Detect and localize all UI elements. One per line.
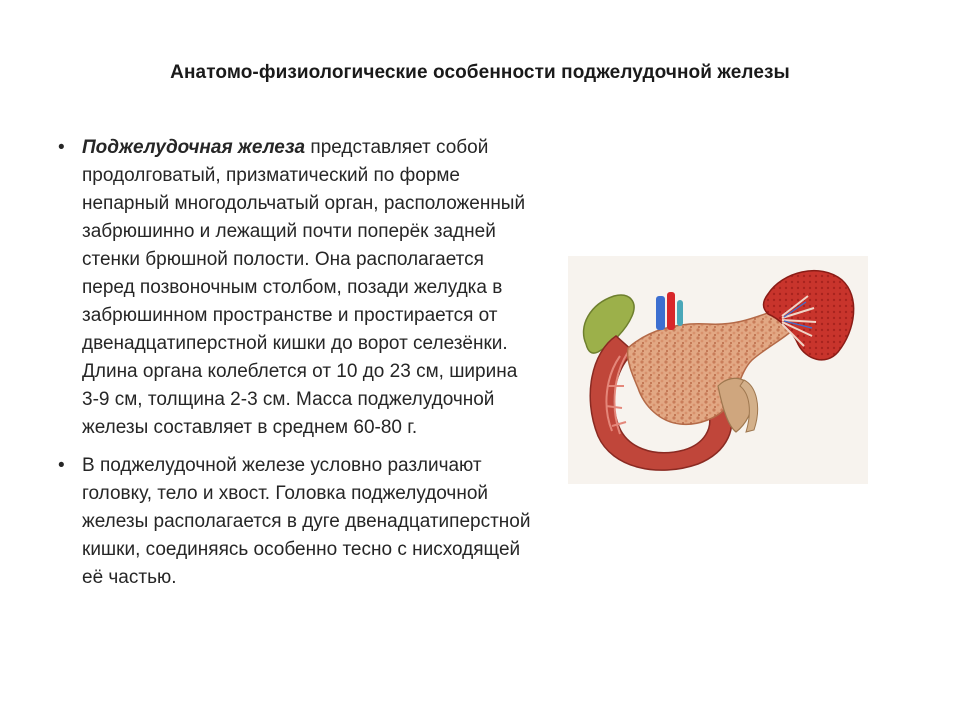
slide-title: Анатомо-физиологические особенности поджелудочной железы xyxy=(170,62,790,83)
vein-teal xyxy=(677,300,683,326)
spleen-shape xyxy=(764,271,854,360)
bullet-text: В поджелудочной железе условно различают головку, тело и хвост. Головка поджелудочной железы располагается в дуге двенадцатиперстной кишки, соединяясь особенно тесно с нисходящей её частью. xyxy=(82,455,531,588)
bullet-term: Поджелудочная железа xyxy=(82,137,306,158)
artery-red xyxy=(667,292,675,330)
pancreas-anatomy-illustration xyxy=(568,256,868,484)
bullet-item-1 xyxy=(58,134,538,442)
bullet-text: представляет собой продолговатый, призматический по форме непарный многодольчатый орган, расположенный забрюшинно и лежащий почти поперёк задней стенки брюшной полости. Она располагается перед позвоночным столбом, позади желудка в забрюшинном пространстве и простирается от двенадцатиперстной кишки до ворот селезёнки. Длина органа колеблется от 10 до 23 см, ширина 3-9 см, толщина 2-3 см. Масса поджелудочной железы составляет в среднем 60-80 г. xyxy=(82,137,526,438)
bullet-marker: • xyxy=(58,455,65,476)
pancreas-shape xyxy=(628,307,802,424)
pancreas-figure xyxy=(568,256,868,484)
bullet-marker: • xyxy=(58,137,65,158)
bullet-list xyxy=(58,134,538,592)
bullet-item-2 xyxy=(58,452,538,592)
vein-blue xyxy=(656,296,665,330)
